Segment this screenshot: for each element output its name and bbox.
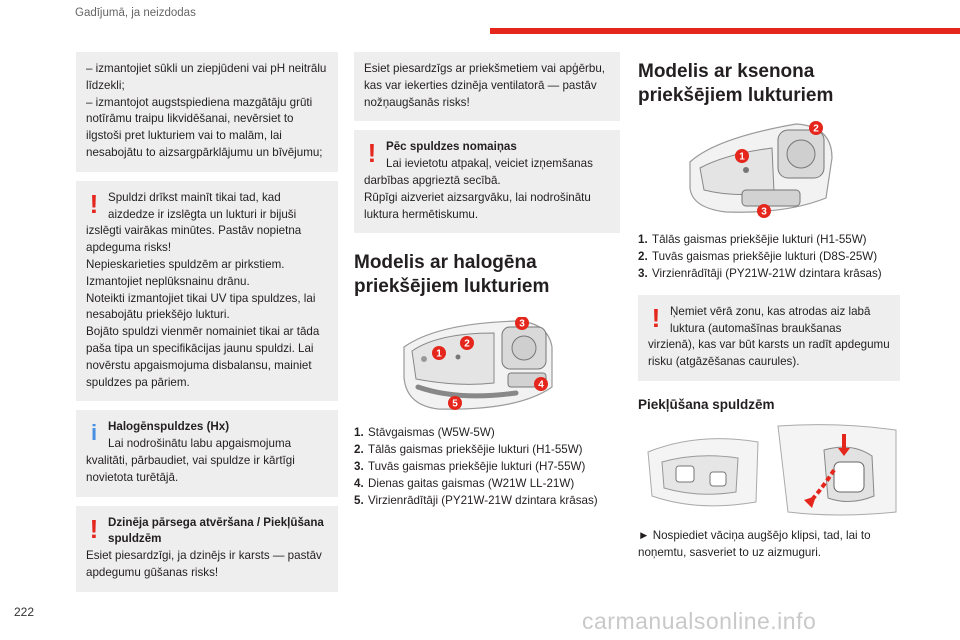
halogen-heading: Modelis ar halogēna priekšējiem lukturiem xyxy=(354,252,550,298)
page-number: 222 xyxy=(14,605,35,619)
list-item: 5. Virzienrādītāji (PY21W-21W dzintara krāsas) xyxy=(354,494,598,507)
info-title: Halogēnspuldzes (Hx) xyxy=(108,420,230,434)
list-item: 4. Dienas gaitas gaismas (W21W LL-21W) xyxy=(354,477,575,491)
badge-1 xyxy=(735,149,749,163)
info-first-line: Lai nodrošinātu labu apgaismojuma xyxy=(108,437,292,451)
access-instruction: ► Nospiediet vāciņa augšējo klipsi, tad, lai to noņemtu, sasveriet to uz aizmuguri. xyxy=(638,528,871,559)
xenon-headlamp-diagram xyxy=(686,118,836,218)
halogen-bulb-list xyxy=(354,425,620,510)
svg-text:2: 2 xyxy=(813,123,819,135)
svg-text:3: 3 xyxy=(761,206,767,218)
list-item: 3. Tuvās gaismas priekšējie lukturi (H7-55W) xyxy=(354,460,586,474)
warning-first-line: Lai ievietotu atpakaļ, veiciet izņemšanas xyxy=(386,157,593,171)
column-3 xyxy=(638,60,900,562)
badge-5 xyxy=(448,396,462,410)
column-1 xyxy=(76,52,338,601)
badge-2 xyxy=(809,121,823,135)
warning-body: Esiet piesardzīgi, ja dzinējs ir karsts — pastāv apdegumu gūšanas risks! xyxy=(86,549,322,579)
badge-3 xyxy=(757,204,771,218)
fan-warning-text: Esiet piesardzīgs ar priekšmetiem vai apģērbu, kas var iekerties dzinēja ventilatorā — pastāv nožņaugšanās risks! xyxy=(364,62,606,109)
warning-body: virzienā), kas var būt karsts un radīt apdegumu risku (atgāzēšanas caurules). xyxy=(648,338,890,369)
info-icon: i xyxy=(90,420,98,446)
warning-first-line: Ņemiet vērā zonu, kas atrodas aiz labā luktura (automašīnas braukšanas xyxy=(670,304,871,335)
svg-text:1: 1 xyxy=(436,348,442,360)
list-item: 2. Tālās gaismas priekšējie lukturi (H1-55W) xyxy=(354,443,583,457)
access-subheading: Piekļūšana spuldzēm xyxy=(638,396,775,412)
warning-icon: ! xyxy=(89,188,99,219)
intro-text: – izmantojiet sūkli un ziepjūdeni vai pH neitrālu līdzekli; – izmantojot augstspiediena mazgātāju grūti notīrāmu traipu likvidēšanai, nevērsiet to ilgstoši pret lukturiem vai to malām, lai nesabojātu to aizsargpārklājumu un bīvējumu; xyxy=(86,62,327,159)
fan-warning-box xyxy=(354,52,620,121)
bulb-access-figure xyxy=(638,422,900,518)
warning-body: darbības apgrieztā secībā. Rūpīgi aizveriet aizsargvāku, lai nodrošinātu luktura hermētiskumu. xyxy=(364,173,591,221)
badge-2 xyxy=(460,336,474,350)
halogen-headlamp-diagram xyxy=(398,317,558,413)
svg-text:1: 1 xyxy=(739,151,745,163)
xenon-heading: Modelis ar ksenona priekšējiem lukturiem xyxy=(638,61,834,106)
xenon-headlamp-figure xyxy=(686,118,836,218)
header-accent-bar xyxy=(490,28,960,34)
list-item: 1. Tālās gaismas priekšējie lukturi (H1-55W) xyxy=(638,233,867,246)
svg-text:2: 2 xyxy=(464,338,470,350)
list-item: 2. Tuvās gaismas priekšējie lukturi (D8S-25W) xyxy=(638,249,878,263)
warning-icon: ! xyxy=(651,302,661,333)
warning-bulb-change xyxy=(76,181,338,402)
warning-hot-zone xyxy=(638,295,900,381)
warning-title: Dzinēja pārsega atvēršana / Piekļūšana spuldzēm xyxy=(108,515,324,546)
svg-text:3: 3 xyxy=(519,318,525,330)
info-halogen xyxy=(76,410,338,496)
xenon-bulb-list xyxy=(638,232,900,283)
warning-first-line: Spuldzi drīkst mainīt tikai tad, kad aizdedze ir izslēgta un lukturi ir bijuši xyxy=(108,190,297,221)
header-title: Gadījumā, ja neizdodas xyxy=(75,7,196,19)
list-item: 1. Stāvgaismas (W5W-5W) xyxy=(354,426,495,440)
intro-box xyxy=(76,52,338,172)
warning-icon: ! xyxy=(89,513,99,544)
warning-title: Pēc spuldzes nomaiņas xyxy=(386,140,517,154)
column-2 xyxy=(354,52,620,510)
badge-1 xyxy=(432,346,446,360)
watermark: carmanualsonline.info xyxy=(582,608,817,634)
svg-text:5: 5 xyxy=(452,398,458,410)
warning-after-replacement xyxy=(354,130,620,233)
svg-text:4: 4 xyxy=(538,379,544,391)
warning-hood xyxy=(76,506,338,592)
warning-body: izslēgti vairākas minūtes. Pastāv nopietna apdeguma risks! Nepieskarieties spuldzēm ar pirkstiem. Izmantojiet neplūksnainu drānu. Noteikti izmantojiet tikai UV tipa spuldzes, lai nesabojātu priekšējo lukturi. Bojāto spuldzi vienmēr nomainiet tikai ar tāda paša tipa un specifikācijas jaunu spuldzi. Lai novērstu apgaismojuma disbalansu, mainiet spuldzes pa pāriem. xyxy=(86,224,320,389)
warning-icon: ! xyxy=(367,138,377,169)
list-item: 3. Virzienrādītāji (PY21W-21W dzintara krāsas) xyxy=(638,266,882,280)
badge-4 xyxy=(534,377,548,391)
bulb-access-diagram xyxy=(638,422,900,518)
halogen-headlamp-figure xyxy=(398,317,558,413)
info-body: kvalitāti, pārbaudiet, vai spuldze ir kārtīgi novietota turētājā. xyxy=(86,453,295,484)
